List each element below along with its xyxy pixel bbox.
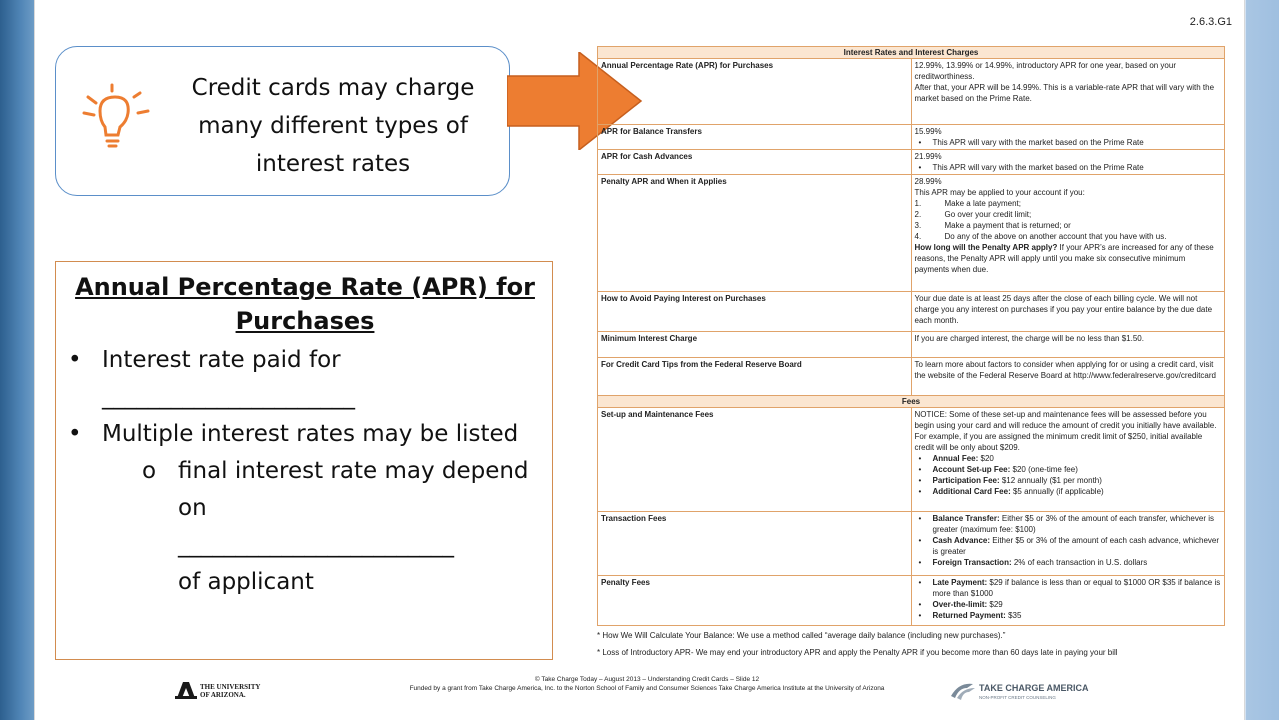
footnote: * How We Will Calculate Your Balance: We use a method called “average daily balance (including new purchases).” [597, 631, 1006, 640]
table-row [598, 408, 1225, 512]
row-bullet: • This APR will vary with the market based on the Prime Rate [915, 137, 1222, 148]
row-value [911, 408, 1225, 512]
row-label: How to Avoid Paying Interest on Purchases [598, 292, 912, 332]
row-label: For Credit Card Tips from the Federal Reserve Board [598, 358, 912, 396]
sub-bullet-marker: o [142, 458, 157, 484]
fill-in-blank: ______________________ [102, 384, 355, 410]
sub-bullet-final-rate [68, 453, 542, 601]
row-label: Annual Percentage Rate (APR) for Purchases [598, 59, 912, 125]
row-text: NOTICE: Some of these set-up and maintenance fees will be assessed before you begin using your card and will reduce the amount of credit you initially have available. For example, if you are assigned the minimum credit limit of $250, initial available credit will be only about $209. [914, 410, 1217, 452]
table-row [598, 125, 1225, 150]
row-value: Your due date is at least 25 days after the close of each billing cycle. We will not charge you any interest on purchases if you pay your entire balance by the due date each month. [911, 292, 1225, 332]
table-row [598, 175, 1225, 292]
footer-credits [297, 675, 997, 693]
apr-bullet-list [68, 342, 542, 601]
footnote: * Loss of Introductory APR- We may end your introductory APR and apply the Penalty APR if you become more than 60 days late in paying your bill [597, 648, 1118, 657]
list-item: 2. Go over your credit limit; [914, 210, 1032, 219]
fee-item: • Late Payment: $29 if balance is less than or equal to $1000 OR $35 if balance is more than $1000 [915, 577, 1222, 599]
row-label: APR for Cash Advances [598, 150, 912, 175]
lightbulb-icon [70, 83, 160, 163]
table-row [598, 358, 1225, 396]
row-label: Penalty Fees [598, 576, 912, 626]
fee-item: • Account Set-up Fee: $20 (one-time fee) [915, 464, 1222, 475]
row-value [911, 59, 1225, 125]
svg-text:OF ARIZONA.: OF ARIZONA. [200, 691, 246, 699]
table-row [598, 150, 1225, 175]
fee-item: • Annual Fee: $20 [915, 453, 1222, 464]
footer-line: Funded by a grant from Take Charge America, Inc. to the Norton School of Family and Consumer Sciences Take Charge America Institute at the University of Arizona [409, 685, 885, 692]
list-item: 4. Do any of the above on another account that you have with us. [914, 232, 1167, 241]
row-bullet: • This APR will vary with the market based on the Prime Rate [915, 162, 1222, 173]
table-footnotes [597, 630, 1225, 658]
callout-text: Credit cards may charge many different types of interest rates [191, 75, 475, 177]
svg-text:THE UNIVERSITY: THE UNIVERSITY [200, 683, 261, 691]
row-value [911, 150, 1225, 175]
row-label: APR for Balance Transfers [598, 125, 912, 150]
row-label: Transaction Fees [598, 512, 912, 576]
svg-text:NON-PROFIT CREDIT COUNSELING: NON-PROFIT CREDIT COUNSELING [979, 695, 1056, 700]
table-row [598, 332, 1225, 358]
fee-item: • Foreign Transaction: 2% of each transaction in U.S. dollars [915, 557, 1222, 568]
fill-in-blank: ________________________ [178, 532, 454, 558]
row-value [911, 175, 1225, 292]
fee-item: • Participation Fee: $12 annually ($1 per month) [915, 475, 1222, 486]
footer-line: © Take Charge Today – August 2013 – Understanding Credit Cards – Slide 12 [534, 676, 760, 683]
schumer-box [597, 46, 1225, 664]
bullet-multiple-rates [68, 416, 542, 453]
table-section-header [598, 396, 1225, 408]
slide-code: 2.6.3.G1 [1189, 16, 1232, 28]
fee-item: • Additional Card Fee: $5 annually (if applicable) [915, 486, 1222, 497]
table-section-header [598, 47, 1225, 59]
sub-bullet-tail: of applicant [178, 569, 314, 595]
bullet-text: Interest rate paid for [102, 347, 341, 373]
table-row [598, 59, 1225, 125]
row-text: After that, your APR will be 14.99%. This is a variable-rate APR that will vary with the market based on the Prime Rate. [914, 83, 1215, 103]
section-title: Interest Rates and Interest Charges [598, 47, 1225, 59]
table-row [598, 292, 1225, 332]
apr-title: Annual Percentage Rate (APR) for Purchases [75, 273, 535, 335]
tca-swoosh-icon [949, 678, 1099, 702]
row-text: 21.99% [914, 152, 942, 161]
callout-box [55, 46, 510, 196]
list-item: 3. Make a payment that is returned; or [914, 221, 1071, 230]
university-of-arizona-logo [175, 680, 267, 700]
svg-text:TAKE CHARGE AMERICA: TAKE CHARGE AMERICA [979, 683, 1089, 693]
take-charge-america-logo [949, 678, 1099, 702]
list-item: 1. Make a late payment; [914, 199, 1021, 208]
fee-item: • Cash Advance: Either $5 or 3% of the amount of each cash advance, whichever is greater [915, 535, 1222, 557]
apr-definition-box [55, 261, 553, 660]
ua-a-icon [175, 680, 267, 700]
table-row [598, 576, 1225, 626]
row-label: Minimum Interest Charge [598, 332, 912, 358]
fee-item: • Returned Payment: $35 [915, 610, 1222, 621]
row-value [911, 576, 1225, 626]
slide [34, 0, 1245, 720]
row-label: Set-up and Maintenance Fees [598, 408, 912, 512]
row-value: To learn more about factors to consider when applying for or using a credit card, visit the website of the Federal Reserve Board at http://www.federalreserve.gov/creditcard [911, 358, 1225, 396]
row-label: Penalty APR and When it Applies [598, 175, 912, 292]
row-value [911, 512, 1225, 576]
row-text: 12.99%, 13.99% or 14.99%, introductory APR for one year, based on your creditworthiness. [914, 61, 1176, 81]
row-text: How long will the Penalty APR apply? If your APR’s are increased for any of these reasons, the Penalty APR will apply until you make six consecutive minimum payments when due. [914, 243, 1214, 274]
bullet-interest-rate [68, 342, 542, 416]
section-title: Fees [598, 396, 1225, 408]
row-value [911, 125, 1225, 150]
row-text: 28.99% [914, 177, 942, 186]
fee-item: • Balance Transfer: Either $5 or 3% of the amount of each transfer, whichever is greater (maximum fee: $100) [915, 513, 1222, 535]
bullet-text: Multiple interest rates may be listed [102, 421, 519, 447]
table-row [598, 512, 1225, 576]
rates-table [597, 46, 1225, 626]
row-text: 15.99% [914, 127, 942, 136]
sub-bullet-text: final interest rate may depend on [178, 458, 529, 521]
fee-item: • Over-the-limit: $29 [915, 599, 1222, 610]
row-text: This APR may be applied to your account if you: [914, 188, 1085, 197]
row-value: If you are charged interest, the charge will be no less than $1.50. [911, 332, 1225, 358]
